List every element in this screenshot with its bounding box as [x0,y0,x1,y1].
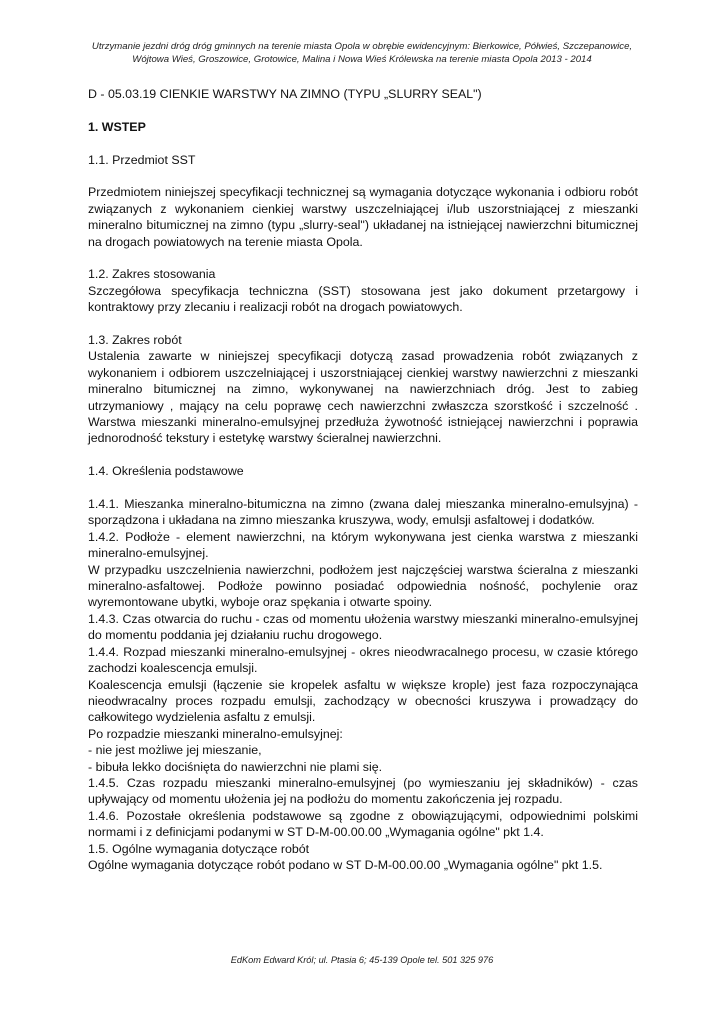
section-1-heading: 1. WSTEP [88,119,146,134]
section-1-4-2-continuation: W przypadku uszczelnienia nawierzchni, podłożem jest najczęściej warstwa ścieralna z mieszanki mineralno-asfaltowej. Podłoże powinno posiadać odpowiednia nośność, pochylenie oraz wyremontowane ubytki, wyboje oraz spękania i otwarte spoiny. [88,562,638,610]
section-1-3-heading: 1.3. Zakres robót [88,333,182,348]
section-1-4-4-coalescence: Koalescencja emulsji (łączenie sie kropelek asfaltu w większe krople) jest faza rozpoczynająca nieodwracalny proces rozpadu emulsji, zachodzący w obecności kruszywa i prowadzący do całkowitego wydzielenia asfaltu z emulsji. [88,677,638,725]
section-1-2-text: Szczegółowa specyfikacja techniczna (SST) stosowana jest jako dokument przetargowy i kontraktowy przy zlecaniu i realizacji robót na drogach powiatowych. [88,283,638,315]
section-1-1-text: Przedmiotem niniejszej specyfikacji technicznej są wymagania dotyczące wykonania i odbioru robót związanych z wykonaniem cienkiej warstwy uszczelniającej i/lub uszorstniającej z mieszanki mineralno bitumicznej na zimno (typu „slurry-seal") układanej na istniejącej nawierzchni bitumicznej na drogach powiatowych na terenie miasta Opola. [88,185,638,249]
page-footer: EdKom Edward Król; ul. Ptasia 6; 45-139 Opole tel. 501 325 976 [230,955,494,965]
section-1-5-heading: 1.5. Ogólne wymagania dotyczące robót [88,841,310,856]
header-line-1: Utrzymanie jezdni dróg dróg gminnych na terenie miasta Opola w obrębie ewidencyjnym: Bierkowice, Półwieś, Szczepanowice, [91,41,633,52]
page-header [60,40,664,66]
document-title: D - 05.03.19 CIENKIE WARSTWY NA ZIMNO (TYPU „SLURRY SEAL") [88,87,482,101]
section-1-4-1-text: 1.4.1. Mieszanka mineralno-bitumiczna na zimno (zwana dalej mieszanka mineralno-emulsyjna) - sporządzona i układana na zimno mieszanka kruszywa, wody, emulsji asfaltowej i dodatków. [88,497,638,528]
section-1-4-3-text: 1.4.3. Czas otwarcia do ruchu - czas od momentu ułożenia warstwy mieszanki mineralno-emulsyjnej do momentu poddania jej działaniu ruchu drogowego. [88,611,638,643]
section-1-4-heading: 1.4. Określenia podstawowe [88,464,244,479]
document-body [88,86,638,873]
section-1-3-text: Ustalenia zawarte w niniejszej specyfikacji dotyczą zasad prowadzenia robót związanych z wykonaniem i odbiorem uszczelniającej i uszorstniającej cienkiej warstwy nawierzchni z mieszanki mineralno bitumicznej na zimno, wykonywanej na nawierzchniach dróg. Jest to zabieg utrzymaniowy , mający na celu poprawę cech nawierzchni zwłaszcza szorstkość i szczelność . Warstwa mieszanki mineralno-emulsyjnej przedłuża żywotność istniejącej nawierzchni i poprawia jednorodność tekstury i estetykę warstwy ścieralnej nawierzchni. [88,349,638,446]
section-1-4-5-text: 1.4.5. Czas rozpadu mieszanki mineralno-emulsyjnej (po wymieszaniu jej składników) - czas upływający od momentu ułożenia jej na podłożu do momentu zakończenia jej rozpadu. [88,775,638,807]
section-1-4-4-text: 1.4.4. Rozpad mieszanki mineralno-emulsyjnej - okres nieodwracalnego procesu, w czasie którego zachodzi koalescencja emulsji. [88,644,638,676]
section-1-4-2-text: 1.4.2. Podłoże - element nawierzchni, na którym wykonywana jest cienka warstwa z mieszanki mineralno-emulsyjnej. [88,529,638,561]
section-1-2-heading: 1.2. Zakres stosowania [88,267,216,282]
section-1-4-6-text: 1.4.6. Pozostałe określenia podstawowe są zgodne z obowiązującymi, odpowiednimi polskimi normami i z definicjami podanymi w ST D-M-00.00.00 „Wymagania ogólne" pkt 1.4. [88,808,638,840]
section-1-5-text: Ogólne wymagania dotyczące robót podano w ST D-M-00.00.00 „Wymagania ogólne" pkt 1.5. [88,857,603,872]
list-item: - nie jest możliwe jej mieszanie, [88,743,262,758]
list-item: - bibuła lekko dociśnięta do nawierzchni nie plami się. [88,759,383,774]
section-1-1-heading: 1.1. Przedmiot SST [88,152,196,167]
section-1-4-4-after-breakdown: Po rozpadzie mieszanki mineralno-emulsyjnej: [88,726,343,741]
header-line-2: Wójtowa Wieś, Groszowice, Grotowice, Malina i Nowa Wieś Królewska na terenie miasta Opola 2013 - 2014 [132,54,592,65]
